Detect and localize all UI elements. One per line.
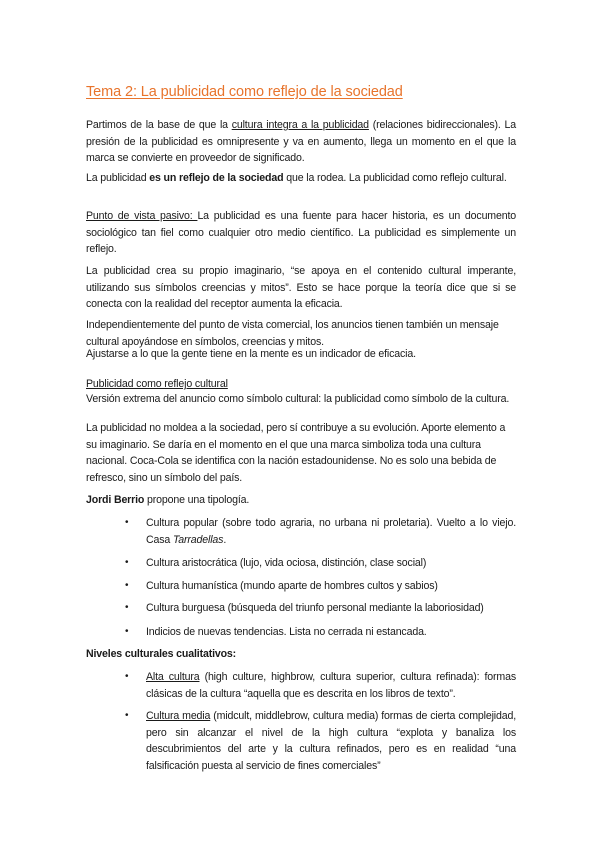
paragraph-jordi-berrio: Jordi Berrio propone una tipología. xyxy=(86,494,250,506)
bullet-icon: • xyxy=(125,517,129,528)
list-item: Indicios de nuevas tendencias. Lista no cerrada ni estancada. xyxy=(146,626,427,638)
paragraph-imaginario: La publicidad crea su propio imaginario, “se apoya en el contenido cultural imperante, utilizando sus símbolos creencias y mitos”. Esto se hace porque la teoría dice que si se conecta con la realidad del receptor aumenta la eficacia. xyxy=(86,265,516,310)
page-title: Tema 2: La publicidad como reflejo de la sociedad xyxy=(86,84,403,100)
bullet-icon: • xyxy=(125,710,129,721)
bold-phrase: es un reflejo de la sociedad xyxy=(149,172,284,184)
underlined-phrase: cultura integra a la publicidad xyxy=(231,119,369,131)
bullet-icon: • xyxy=(125,626,129,637)
list-item: Cultura media (midcult, middlebrow, cultura media) formas de cierta complejidad, pero sin alcanzar el nivel de la high cultura “explota y banaliza los descubrimientos del arte y la cultura refinados, pero es en realidad “una falsificación puesta al servicio de fines comerciales” xyxy=(146,710,516,772)
paragraph-moldea: La publicidad no moldea a la sociedad, pero sí contribuye a su evolución. Aporte elemento a su imaginario. Se daría en el momento en el que una marca simboliza toda una cultura nacional. Coca-Cola se identifica con la nación estadounidense. No es solo una bebida de refresco, sino un símbolo del país. xyxy=(86,422,506,484)
paragraph-intro: Partimos de la base de que la cultura integra a la publicidad (relaciones bidireccionales). La presión de la publicidad es omnipresente y va en aumento, llega un momento en el que la marca se convierte en proveedor de significado. xyxy=(86,119,516,164)
list-item: Cultura popular (sobre todo agraria, no urbana ni proletaria). Vuelto a lo viejo. Casa Tarradellas. xyxy=(146,517,516,546)
underlined-phrase: Punto de vista pasivo: xyxy=(86,210,198,222)
paragraph-independientemente: Independientemente del punto de vista comercial, los anuncios tienen también un mensaje cultural apoyándose en símbolos, creencias y mitos. xyxy=(86,319,499,348)
bullet-icon: • xyxy=(125,602,129,613)
list-item: Cultura aristocrática (lujo, vida ociosa, distinción, clase social) xyxy=(146,557,427,569)
section-heading: Publicidad como reflejo cultural xyxy=(86,378,228,390)
list-item: Cultura burguesa (búsqueda del triunfo personal mediante la laboriosidad) xyxy=(146,602,484,614)
paragraph-version: Versión extrema del anuncio como símbolo cultural: la publicidad como símbolo de la cultura. xyxy=(86,393,510,405)
list-item: Alta cultura (high culture, highbrow, cultura superior, cultura refinada): formas clásicas de la cultura “aquella que es descrita en los libros de texto”. xyxy=(146,671,516,700)
bold-name: Jordi Berrio xyxy=(86,494,145,506)
paragraph-reflejo: La publicidad es un reflejo de la sociedad que la rodea. La publicidad como reflejo cultural. xyxy=(86,172,507,184)
paragraph-punto-de-vista: Punto de vista pasivo: La publicidad es una fuente para hacer historia, es un documento sociológico tan fiel como cualquier otro medio científico. La publicidad es simplemente un reflejo. xyxy=(86,210,517,255)
bullet-icon: • xyxy=(125,557,129,568)
paragraph-ajustarse: Ajustarse a lo que la gente tiene en la mente es un indicador de eficacia. xyxy=(86,348,416,360)
list-item: Cultura humanística (mundo aparte de hombres cultos y sabios) xyxy=(146,580,438,592)
bullet-icon: • xyxy=(125,580,129,591)
bullet-icon: • xyxy=(125,671,129,682)
niveles-heading: Niveles culturales cualitativos: xyxy=(86,648,237,660)
